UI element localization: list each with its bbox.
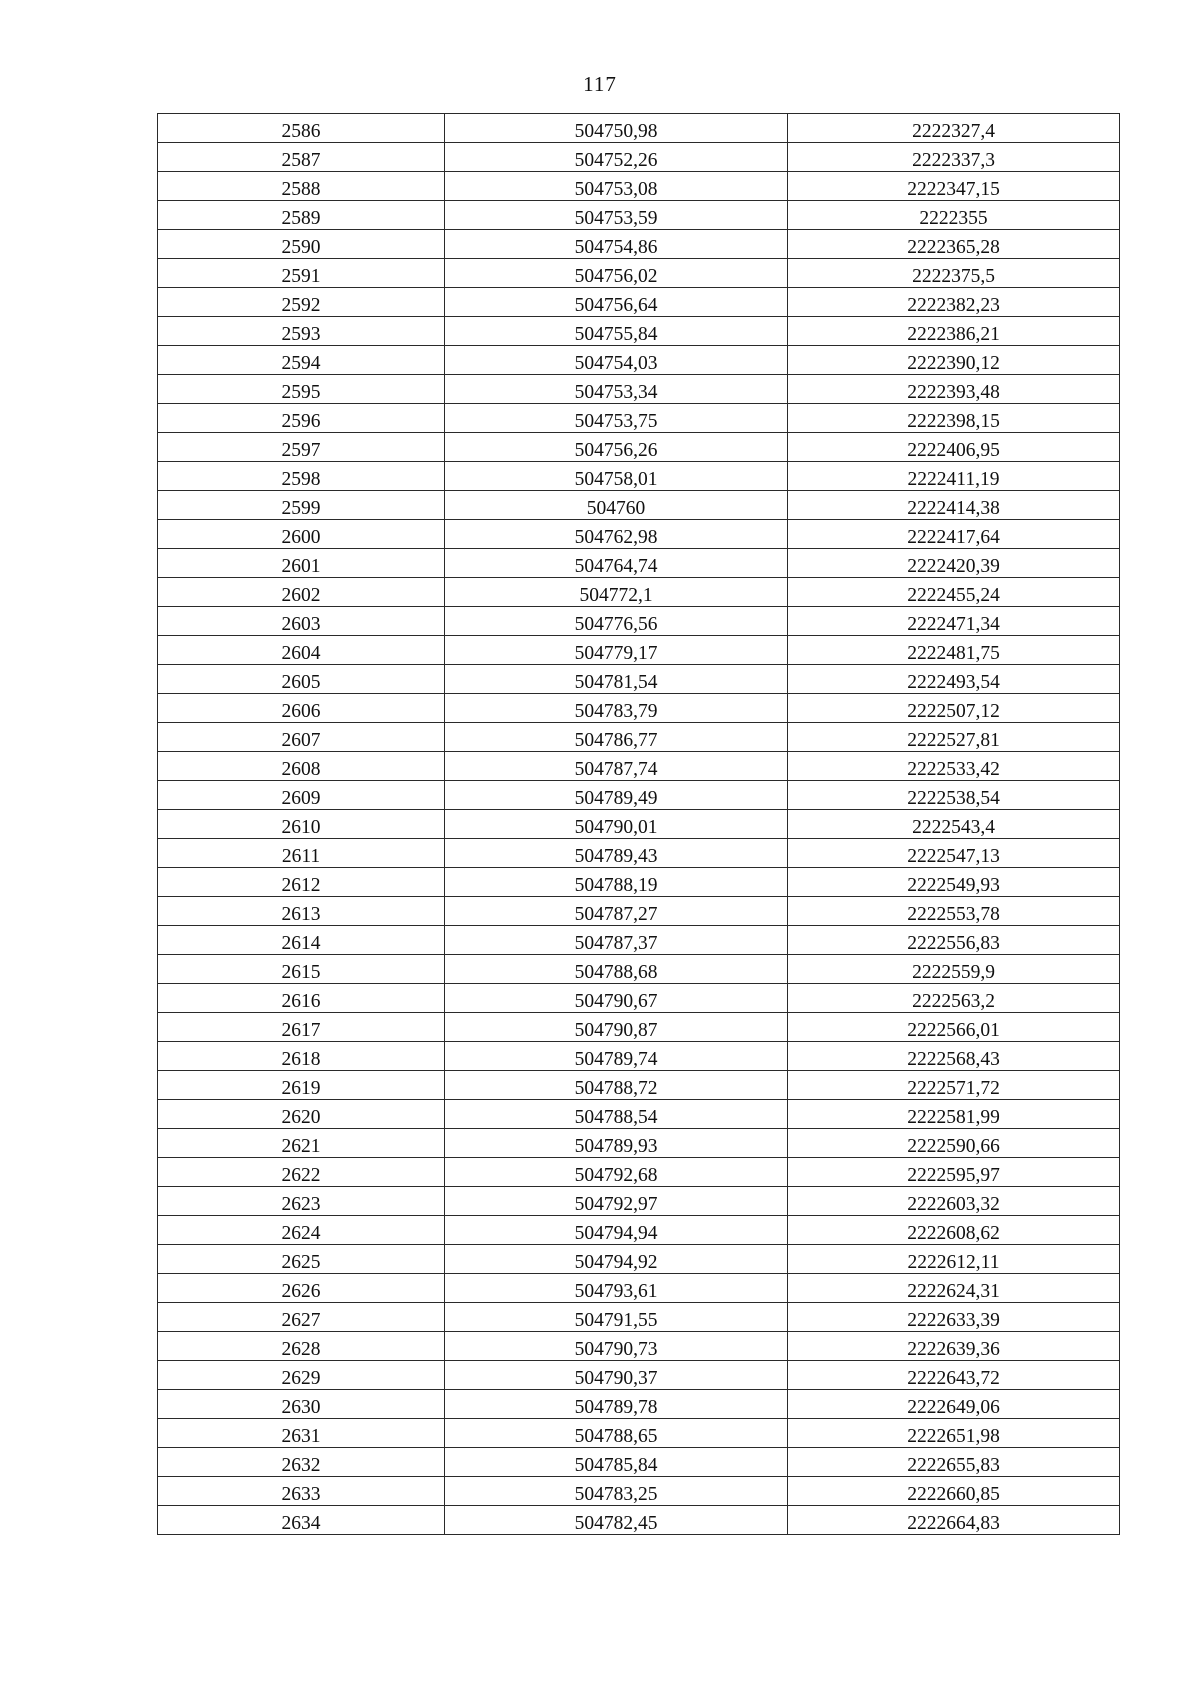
y-coordinate-cell: 2222655,83: [788, 1448, 1120, 1477]
point-number-cell: 2617: [158, 1013, 445, 1042]
table-row: [158, 752, 1120, 781]
y-coordinate-cell: 2222375,5: [788, 259, 1120, 288]
x-coordinate-cell: 504753,75: [445, 404, 788, 433]
y-coordinate-cell: 2222390,12: [788, 346, 1120, 375]
x-coordinate-cell: 504756,26: [445, 433, 788, 462]
point-number-cell: 2618: [158, 1042, 445, 1071]
x-coordinate-cell: 504753,34: [445, 375, 788, 404]
y-coordinate-cell: 2222549,93: [788, 868, 1120, 897]
table-row: [158, 1013, 1120, 1042]
point-number-cell: 2598: [158, 462, 445, 491]
table-row: [158, 1100, 1120, 1129]
x-coordinate-cell: 504755,84: [445, 317, 788, 346]
x-coordinate-cell: 504794,92: [445, 1245, 788, 1274]
x-coordinate-cell: 504783,79: [445, 694, 788, 723]
y-coordinate-cell: 2222393,48: [788, 375, 1120, 404]
y-coordinate-cell: 2222347,15: [788, 172, 1120, 201]
x-coordinate-cell: 504785,84: [445, 1448, 788, 1477]
table-row: [158, 1390, 1120, 1419]
table-row: [158, 288, 1120, 317]
table-row: [158, 230, 1120, 259]
point-number-cell: 2621: [158, 1129, 445, 1158]
table-row: [158, 317, 1120, 346]
point-number-cell: 2610: [158, 810, 445, 839]
x-coordinate-cell: 504792,68: [445, 1158, 788, 1187]
table-row: [158, 1477, 1120, 1506]
table-row: [158, 114, 1120, 143]
point-number-cell: 2634: [158, 1506, 445, 1535]
x-coordinate-cell: 504789,93: [445, 1129, 788, 1158]
table-row: [158, 984, 1120, 1013]
y-coordinate-cell: 2222327,4: [788, 114, 1120, 143]
y-coordinate-cell: 2222493,54: [788, 665, 1120, 694]
x-coordinate-cell: 504787,74: [445, 752, 788, 781]
point-number-cell: 2595: [158, 375, 445, 404]
point-number-cell: 2628: [158, 1332, 445, 1361]
point-number-cell: 2594: [158, 346, 445, 375]
point-number-cell: 2593: [158, 317, 445, 346]
table-row: [158, 723, 1120, 752]
table-row: [158, 607, 1120, 636]
table-row: [158, 1274, 1120, 1303]
x-coordinate-cell: 504758,01: [445, 462, 788, 491]
x-coordinate-cell: 504791,55: [445, 1303, 788, 1332]
point-number-cell: 2633: [158, 1477, 445, 1506]
x-coordinate-cell: 504753,08: [445, 172, 788, 201]
point-number-cell: 2600: [158, 520, 445, 549]
x-coordinate-cell: 504756,02: [445, 259, 788, 288]
table-row: [158, 375, 1120, 404]
table-row: [158, 1187, 1120, 1216]
x-coordinate-cell: 504792,97: [445, 1187, 788, 1216]
x-coordinate-cell: 504787,37: [445, 926, 788, 955]
point-number-cell: 2611: [158, 839, 445, 868]
x-coordinate-cell: 504782,45: [445, 1506, 788, 1535]
y-coordinate-cell: 2222414,38: [788, 491, 1120, 520]
y-coordinate-cell: 2222471,34: [788, 607, 1120, 636]
x-coordinate-cell: 504788,72: [445, 1071, 788, 1100]
x-coordinate-cell: 504789,43: [445, 839, 788, 868]
y-coordinate-cell: 2222538,54: [788, 781, 1120, 810]
y-coordinate-cell: 2222543,4: [788, 810, 1120, 839]
coordinates-table: [157, 113, 1120, 1535]
x-coordinate-cell: 504762,98: [445, 520, 788, 549]
table-row: [158, 578, 1120, 607]
point-number-cell: 2619: [158, 1071, 445, 1100]
x-coordinate-cell: 504750,98: [445, 114, 788, 143]
y-coordinate-cell: 2222355: [788, 201, 1120, 230]
y-coordinate-cell: 2222651,98: [788, 1419, 1120, 1448]
y-coordinate-cell: 2222649,06: [788, 1390, 1120, 1419]
table-body: [158, 114, 1120, 1535]
y-coordinate-cell: 2222411,19: [788, 462, 1120, 491]
y-coordinate-cell: 2222481,75: [788, 636, 1120, 665]
point-number-cell: 2626: [158, 1274, 445, 1303]
x-coordinate-cell: 504788,68: [445, 955, 788, 984]
point-number-cell: 2589: [158, 201, 445, 230]
table-row: [158, 433, 1120, 462]
y-coordinate-cell: 2222590,66: [788, 1129, 1120, 1158]
y-coordinate-cell: 2222568,43: [788, 1042, 1120, 1071]
x-coordinate-cell: 504788,19: [445, 868, 788, 897]
y-coordinate-cell: 2222612,11: [788, 1245, 1120, 1274]
table-row: [158, 549, 1120, 578]
x-coordinate-cell: 504787,27: [445, 897, 788, 926]
x-coordinate-cell: 504779,17: [445, 636, 788, 665]
table-row: [158, 462, 1120, 491]
x-coordinate-cell: 504790,01: [445, 810, 788, 839]
table-row: [158, 1419, 1120, 1448]
point-number-cell: 2586: [158, 114, 445, 143]
point-number-cell: 2608: [158, 752, 445, 781]
table-row: [158, 897, 1120, 926]
point-number-cell: 2613: [158, 897, 445, 926]
point-number-cell: 2588: [158, 172, 445, 201]
y-coordinate-cell: 2222633,39: [788, 1303, 1120, 1332]
point-number-cell: 2587: [158, 143, 445, 172]
point-number-cell: 2592: [158, 288, 445, 317]
point-number-cell: 2597: [158, 433, 445, 462]
y-coordinate-cell: 2222553,78: [788, 897, 1120, 926]
page-number: 117: [583, 72, 617, 96]
point-number-cell: 2620: [158, 1100, 445, 1129]
point-number-cell: 2614: [158, 926, 445, 955]
table-row: [158, 955, 1120, 984]
table-row: [158, 1303, 1120, 1332]
table-row: [158, 259, 1120, 288]
point-number-cell: 2599: [158, 491, 445, 520]
x-coordinate-cell: 504789,78: [445, 1390, 788, 1419]
x-coordinate-cell: 504781,54: [445, 665, 788, 694]
x-coordinate-cell: 504783,25: [445, 1477, 788, 1506]
y-coordinate-cell: 2222624,31: [788, 1274, 1120, 1303]
y-coordinate-cell: 2222420,39: [788, 549, 1120, 578]
table-row: [158, 1361, 1120, 1390]
point-number-cell: 2609: [158, 781, 445, 810]
x-coordinate-cell: 504788,54: [445, 1100, 788, 1129]
table-row: [158, 1158, 1120, 1187]
x-coordinate-cell: 504753,59: [445, 201, 788, 230]
y-coordinate-cell: 2222566,01: [788, 1013, 1120, 1042]
y-coordinate-cell: 2222547,13: [788, 839, 1120, 868]
x-coordinate-cell: 504790,87: [445, 1013, 788, 1042]
point-number-cell: 2605: [158, 665, 445, 694]
point-number-cell: 2625: [158, 1245, 445, 1274]
table-row: [158, 1506, 1120, 1535]
point-number-cell: 2627: [158, 1303, 445, 1332]
y-coordinate-cell: 2222398,15: [788, 404, 1120, 433]
y-coordinate-cell: 2222382,23: [788, 288, 1120, 317]
y-coordinate-cell: 2222533,42: [788, 752, 1120, 781]
y-coordinate-cell: 2222386,21: [788, 317, 1120, 346]
table-row: [158, 520, 1120, 549]
x-coordinate-cell: 504790,73: [445, 1332, 788, 1361]
x-coordinate-cell: 504752,26: [445, 143, 788, 172]
table-row: [158, 1332, 1120, 1361]
point-number-cell: 2632: [158, 1448, 445, 1477]
y-coordinate-cell: 2222660,85: [788, 1477, 1120, 1506]
point-number-cell: 2607: [158, 723, 445, 752]
y-coordinate-cell: 2222417,64: [788, 520, 1120, 549]
x-coordinate-cell: 504776,56: [445, 607, 788, 636]
x-coordinate-cell: 504760: [445, 491, 788, 520]
y-coordinate-cell: 2222639,36: [788, 1332, 1120, 1361]
x-coordinate-cell: 504764,74: [445, 549, 788, 578]
table-row: [158, 201, 1120, 230]
x-coordinate-cell: 504786,77: [445, 723, 788, 752]
table-row: [158, 1042, 1120, 1071]
y-coordinate-cell: 2222563,2: [788, 984, 1120, 1013]
x-coordinate-cell: 504790,37: [445, 1361, 788, 1390]
point-number-cell: 2590: [158, 230, 445, 259]
table-row: [158, 143, 1120, 172]
point-number-cell: 2596: [158, 404, 445, 433]
point-number-cell: 2615: [158, 955, 445, 984]
point-number-cell: 2622: [158, 1158, 445, 1187]
y-coordinate-cell: 2222571,72: [788, 1071, 1120, 1100]
point-number-cell: 2602: [158, 578, 445, 607]
y-coordinate-cell: 2222556,83: [788, 926, 1120, 955]
y-coordinate-cell: 2222559,9: [788, 955, 1120, 984]
table-row: [158, 694, 1120, 723]
table-row: [158, 665, 1120, 694]
point-number-cell: 2591: [158, 259, 445, 288]
table-row: [158, 1448, 1120, 1477]
table-row: [158, 1129, 1120, 1158]
table-row: [158, 636, 1120, 665]
y-coordinate-cell: 2222455,24: [788, 578, 1120, 607]
x-coordinate-cell: 504754,86: [445, 230, 788, 259]
table-row: [158, 1071, 1120, 1100]
x-coordinate-cell: 504788,65: [445, 1419, 788, 1448]
y-coordinate-cell: 2222507,12: [788, 694, 1120, 723]
table-row: [158, 1216, 1120, 1245]
x-coordinate-cell: 504793,61: [445, 1274, 788, 1303]
y-coordinate-cell: 2222406,95: [788, 433, 1120, 462]
point-number-cell: 2630: [158, 1390, 445, 1419]
x-coordinate-cell: 504756,64: [445, 288, 788, 317]
y-coordinate-cell: 2222595,97: [788, 1158, 1120, 1187]
point-number-cell: 2623: [158, 1187, 445, 1216]
point-number-cell: 2606: [158, 694, 445, 723]
x-coordinate-cell: 504794,94: [445, 1216, 788, 1245]
table-row: [158, 491, 1120, 520]
x-coordinate-cell: 504789,74: [445, 1042, 788, 1071]
table-row: [158, 781, 1120, 810]
y-coordinate-cell: 2222581,99: [788, 1100, 1120, 1129]
table-row: [158, 404, 1120, 433]
point-number-cell: 2601: [158, 549, 445, 578]
x-coordinate-cell: 504790,67: [445, 984, 788, 1013]
y-coordinate-cell: 2222664,83: [788, 1506, 1120, 1535]
table-row: [158, 172, 1120, 201]
y-coordinate-cell: 2222337,3: [788, 143, 1120, 172]
point-number-cell: 2612: [158, 868, 445, 897]
y-coordinate-cell: 2222365,28: [788, 230, 1120, 259]
y-coordinate-cell: 2222643,72: [788, 1361, 1120, 1390]
point-number-cell: 2631: [158, 1419, 445, 1448]
table-row: [158, 810, 1120, 839]
table-row: [158, 926, 1120, 955]
x-coordinate-cell: 504754,03: [445, 346, 788, 375]
table-row: [158, 839, 1120, 868]
point-number-cell: 2603: [158, 607, 445, 636]
y-coordinate-cell: 2222603,32: [788, 1187, 1120, 1216]
y-coordinate-cell: 2222608,62: [788, 1216, 1120, 1245]
y-coordinate-cell: 2222527,81: [788, 723, 1120, 752]
point-number-cell: 2629: [158, 1361, 445, 1390]
table-row: [158, 346, 1120, 375]
point-number-cell: 2616: [158, 984, 445, 1013]
point-number-cell: 2624: [158, 1216, 445, 1245]
x-coordinate-cell: 504772,1: [445, 578, 788, 607]
point-number-cell: 2604: [158, 636, 445, 665]
table-row: [158, 1245, 1120, 1274]
x-coordinate-cell: 504789,49: [445, 781, 788, 810]
table-row: [158, 868, 1120, 897]
